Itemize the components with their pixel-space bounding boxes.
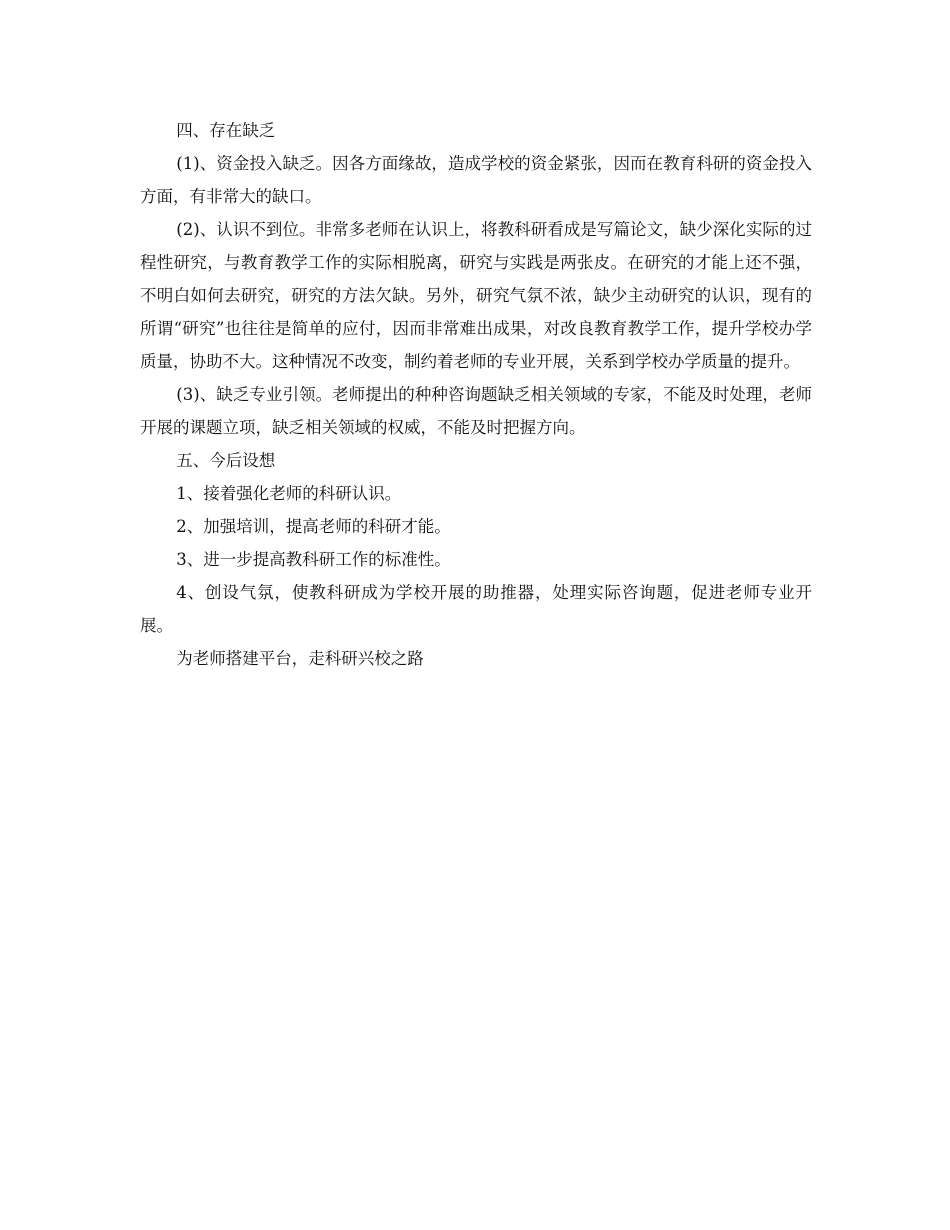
list-item-4: 4、创设气氛，使教科研成为学校开展的助推器，处理实际咨询题，促进老师专业开展。 [140,583,812,635]
paragraph-funding: (1)、资金投入缺乏。因各方面缘故，造成学校的资金紧张，因而在教育科研的资金投入方面，有非常大的缺口。 [140,154,812,206]
paragraph-awareness: (2)、认识不到位。非常多老师在认识上，将教科研看成是写篇论文，缺少深化实际的过程性研究，与教育教学工作的实际相脱离，研究与实践是两张皮。在研究的才能上还不强，不明白如何去研究，研究的方法欠缺。另外，研究气氛不浓，缺少主动研究的认识，现有的所谓“研究”也往往是简单的应付，因而非常难出成果，对改良教育教学工作，提升学校办学质量，协助不大。这种情况不改变，制约着老师的专业开展，关系到学校办学质量的提升。 [140,220,812,371]
list-item-2: 2、加强培训，提高老师的科研才能。 [176,517,451,536]
document-body [140,114,812,675]
paragraph-guidance: (3)、缺乏专业引领。老师提出的种种咨询题缺乏相关领域的专家，不能及时处理，老师开展的课题立项，缺乏相关领域的权威，不能及时把握方向。 [140,385,812,437]
closing-line: 为老师搭建平台，走科研兴校之路 [176,649,424,668]
section-heading-5: 五、今后设想 [176,451,276,470]
section-heading-4: 四、存在缺乏 [176,121,276,140]
list-item-1: 1、接着强化老师的科研认识。 [176,484,402,503]
list-item-3: 3、进一步提高教科研工作的标准性。 [176,550,451,569]
